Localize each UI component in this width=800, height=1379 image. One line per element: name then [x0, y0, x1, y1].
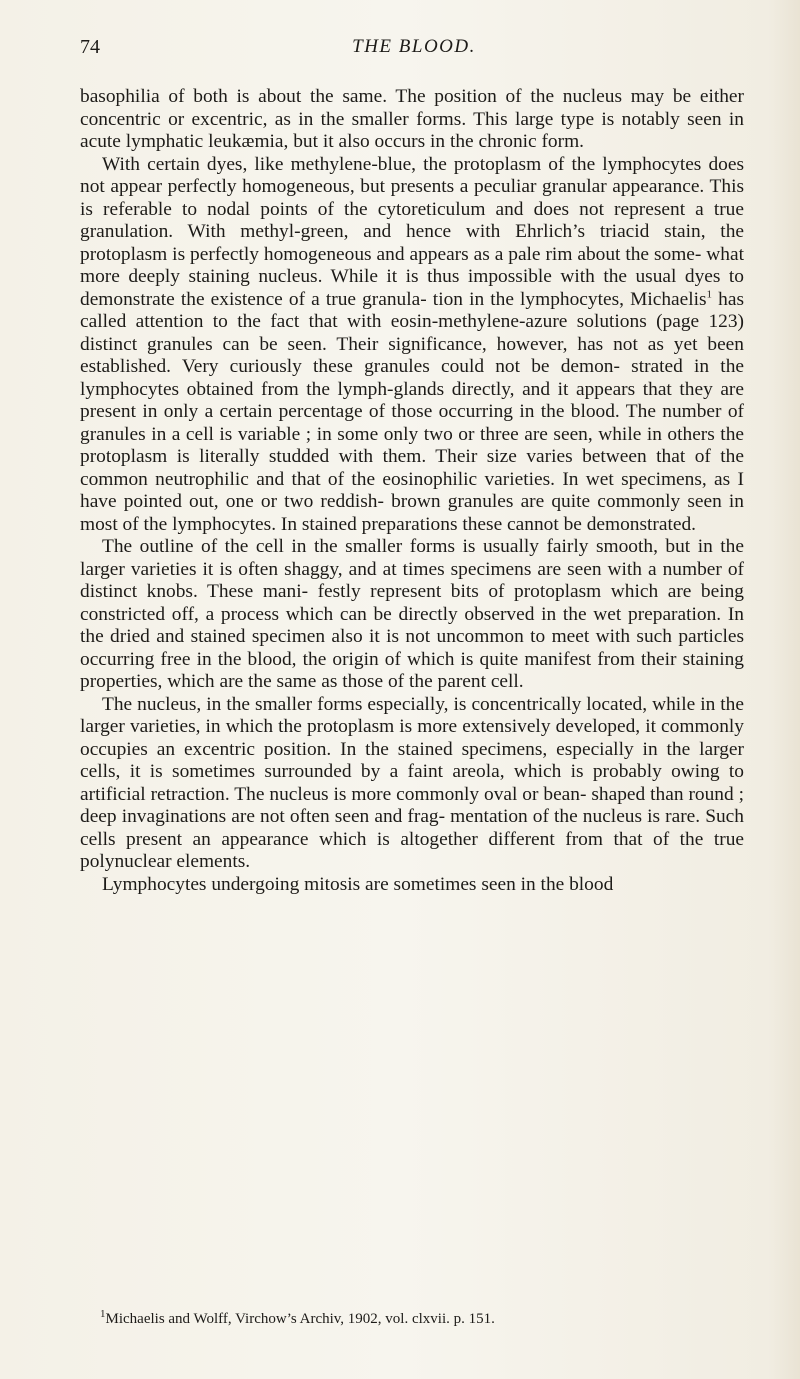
page-header — [80, 30, 748, 64]
paragraph-5: Lymphocytes undergoing mitosis are sometimes seen in the blood — [102, 873, 614, 895]
paragraph-2-part-1: With certain dyes, like methylene-blue, the protoplasm of the lymphocytes does not appear perfectly homogeneous, but presents a peculiar granular appearance. This is referable to nodal points of the cytoreticulum and does not represent a true granulation. With methyl-green, and hence with Ehrlich’s triacid stain, the protoplasm is perfectly homogeneous and appears as a pale rim about the some- what more deeply staining nucleus. While it is thus impossible with the usual dyes to demonstrate the existence of a true granula- tion in the lymphocytes, Michaelis — [80, 153, 744, 310]
paragraph-4: The nucleus, in the smaller forms especially, is concentrically located, while in the larger varieties, in which the protoplasm is more extensively developed, it commonly occupies an excentric position. In the stained specimens, especially in the larger cells, it is sometimes surrounded by a faint areola, which is probably owing to artificial retraction. The nucleus is more commonly oval or bean- shaped than round ; deep invaginations are not often seen and frag- mentation of the nucleus is rare. Such cells present an appearance which is altogether different from that of the true polynuclear elements. — [80, 693, 744, 872]
footnote-marker: 1 — [100, 1308, 106, 1320]
running-head: THE BLOOD. — [352, 36, 476, 57]
paragraph-2 — [80, 154, 744, 537]
paragraph-2-part-2: has called attention to the fact that with eosin-methylene-azure solutions (page 123) distinct granules can be seen. Their significance, however, has not as yet been established. Very curiously these granules could not be demon- strated in the lymphocytes obtained from the lymph-glands directly, and it appears that they are present in only a certain percentage of those occurring in the blood. The number of granules in a cell is variable ; in some only two or three are seen, while in others the protoplasm is literally studded with them. Their size varies between that of the common neutrophilic and that of the eosinophilic varieties. In wet specimens, as I have pointed out, one or two reddish- brown granules are quite commonly seen in most of the lymphocytes. In stained preparations these cannot be demonstrated. — [80, 288, 744, 535]
body-text — [80, 86, 744, 896]
footnote-reference: 1 — [706, 288, 713, 301]
footnote — [80, 1310, 744, 1328]
page-number: 74 — [80, 36, 100, 58]
footnote-text: Michaelis and Wolff, Virchow’s Archiv, 1902, vol. clxvii. p. 151. — [105, 1311, 495, 1327]
paragraph-3: The outline of the cell in the smaller forms is usually fairly smooth, but in the larger varieties it is often shaggy, and at times specimens are seen with a number of distinct knobs. These mani- festly represent bits of protoplasm which are being constricted off, a process which can be directly observed in the wet preparation. In the dried and stained specimen also it is not uncommon to meet with such particles occurring free in the blood, the origin of which is quite manifest from their staining properties, which are the same as those of the parent cell. — [80, 536, 744, 692]
paragraph-1: basophilia of both is about the same. The position of the nucleus may be either concentric or excentric, as in the smaller forms. This large type is notably seen in acute lymphatic leukæmia, but it also occurs in the chronic form. — [80, 86, 744, 152]
